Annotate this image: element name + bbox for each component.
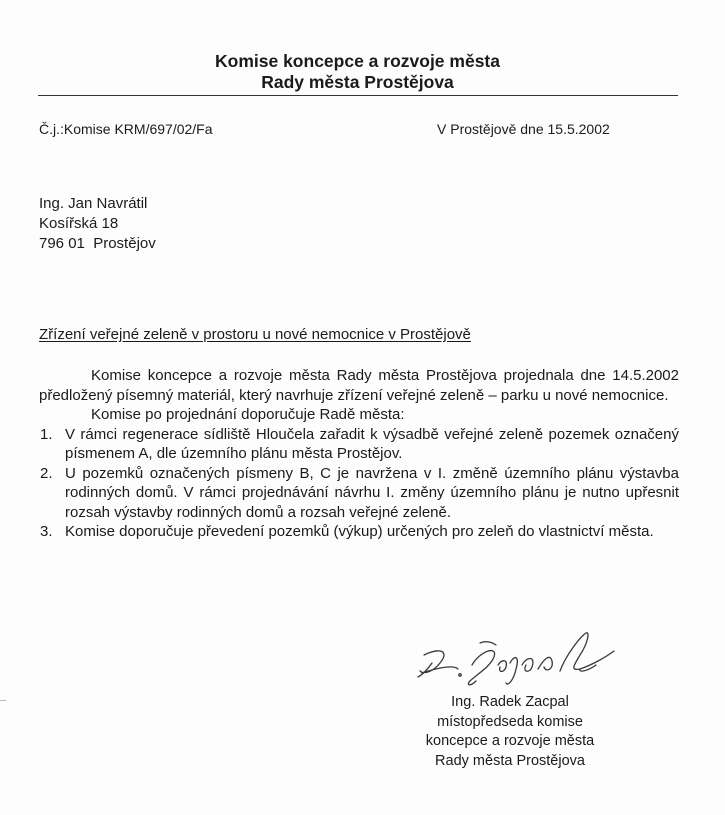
date-line: V Prostějově dne 15.5.2002 bbox=[437, 121, 610, 137]
list-item bbox=[39, 522, 679, 542]
list-item-number: 3. bbox=[40, 523, 53, 540]
list-item bbox=[39, 464, 679, 523]
recipient-address bbox=[39, 194, 156, 254]
letter-subject: Zřízení veřejné zeleně v prostoru u nové nemocnice v Prostějově bbox=[39, 326, 471, 343]
list-item-number: 2. bbox=[40, 464, 53, 482]
signer-block bbox=[395, 693, 625, 771]
recipient-street: Kosířská 18 bbox=[39, 215, 119, 232]
signer-role-3: Rady města Prostějova bbox=[435, 752, 585, 769]
list-item-text: V rámci regenerace sídliště Hloučela zařadit k výsadbě veřejné zeleně pozemek označený písmenem A, dle územního plánu města Prostějov. bbox=[65, 425, 679, 462]
list-item-number: 1. bbox=[40, 425, 53, 443]
recipient-city: 796 01 Prostějov bbox=[39, 235, 156, 252]
header-divider bbox=[38, 95, 678, 96]
list-item-text: Komise doporučuje převedení pozemků (výkup) určených pro zeleň do vlastnictví města. bbox=[65, 523, 654, 540]
margin-mark bbox=[0, 700, 6, 702]
signer-role-2: koncepce a rozvoje města bbox=[425, 733, 595, 749]
body-paragraph-2: Komise po projednání doporučuje Radě města: bbox=[91, 406, 405, 423]
signer-name: Ing. Radek Zacpal bbox=[451, 694, 569, 710]
recommendation-list bbox=[39, 425, 679, 542]
header-line-2: Rady města Prostějova bbox=[261, 72, 454, 92]
list-item-text: U pozemků označených písmeny B, C je navržena v I. změně územního plánu výstavba rodinných domů. V rámci projednávání návrhu I. změny územního plánu je nutno upřesnit rozsah výstavby rodinných domů a rozsah veřejné zeleně. bbox=[65, 464, 679, 521]
header-line-1: Komise koncepce a rozvoje města bbox=[215, 51, 500, 71]
recipient-name: Ing. Jan Navrátil bbox=[39, 195, 148, 212]
list-item bbox=[39, 425, 679, 464]
signer-role-1: místopředseda komise bbox=[437, 713, 583, 730]
letter-header bbox=[0, 51, 725, 93]
reference-number: Č.j.:Komise KRM/697/02/Fa bbox=[39, 121, 213, 137]
letter-body bbox=[39, 366, 679, 542]
body-paragraph-1: Komise koncepce a rozvoje města Rady města Prostějova projednala dne 14.5.2002 předložený písemný materiál, který navrhuje zřízení veřejné zeleně – parku u nové nemocnice. bbox=[39, 367, 679, 404]
handwritten-signature bbox=[410, 625, 620, 690]
